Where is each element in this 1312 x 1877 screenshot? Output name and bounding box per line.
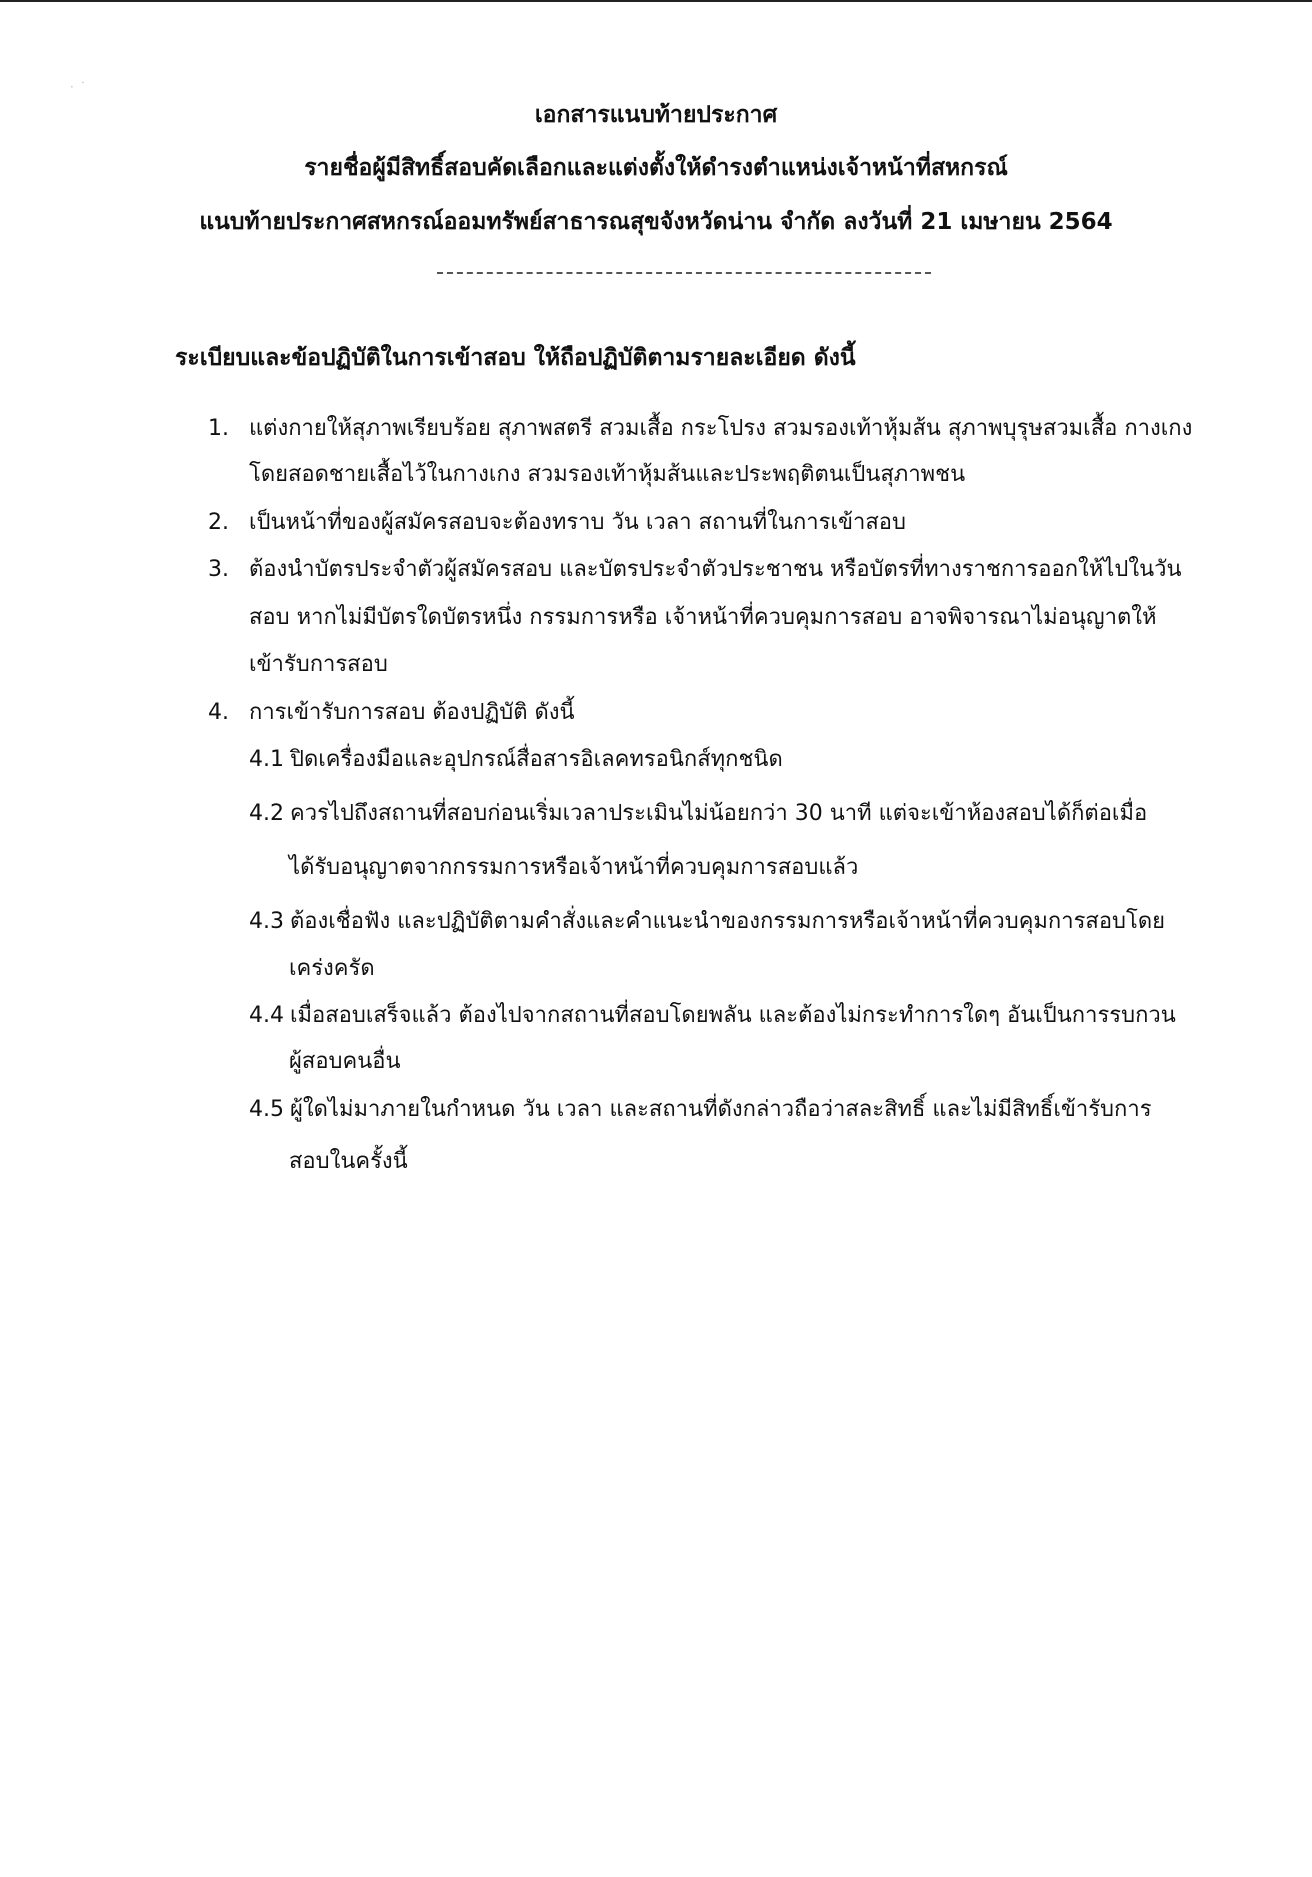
subitem-4-4-line-2: ผู้สอบคนอื่น [289,1049,401,1074]
header-subtitle: รายชื่อผู้มีสิทธิ์สอบคัดเลือกและแต่งตั้งให้ดำรงตำแหน่งเจ้าหน้าที่สหกรณ์ [304,155,1008,181]
item-number: 2. [208,510,229,535]
subitem-number: 4.2 [249,801,284,826]
item-3-line-2: สอบ หากไม่มีบัตรใดบัตรหนึ่ง กรรมการหรือ เจ้าหน้าที่ควบคุมการสอบ อาจพิจารณาไม่อนุญาตให้ [249,605,1157,630]
item-4-line-1: การเข้ารับการสอบ ต้องปฏิบัติ ดังนี้ [249,700,575,725]
subitem-number: 4.1 [249,747,284,772]
subitem-4-5-line-1: ผู้ใดไม่มาภายในกำหนด วัน เวลา และสถานที่ดังกล่าวถือว่าสละสิทธิ์ และไม่มีสิทธิ์เข้ารับการ [290,1097,1152,1122]
item-number: 4. [208,700,229,725]
section-heading: ระเบียบและข้อปฏิบัติในการเข้าสอบ ให้ถือปฏิบัติตามรายละเอียด ดังนี้ [175,345,856,371]
subitem-4-1-line-1: ปิดเครื่องมือและอุปกรณ์สื่อสารอิเลคทรอนิกส์ทุกชนิด [290,747,783,772]
subitem-number: 4.4 [249,1003,284,1028]
header-announcement-reference: แนบท้ายประกาศสหกรณ์ออมทรัพย์สาธารณสุขจังหวัดน่าน จำกัด ลงวันที่ 21 เมษายน 2564 [199,209,1113,235]
subitem-number: 4.3 [249,909,284,934]
subitem-4-3-line-1: ต้องเชื่อฟัง และปฏิบัติตามคำสั่งและคำแนะนำของกรรมการหรือเจ้าหน้าที่ควบคุมการสอบโดย [290,909,1166,934]
item-number: 1. [208,416,229,441]
item-2-line-1: เป็นหน้าที่ของผู้สมัครสอบจะต้องทราบ วัน เวลา สถานที่ในการเข้าสอบ [249,510,906,535]
subitem-4-5-line-2: สอบในครั้งนี้ [289,1149,408,1174]
scan-speck: ·˙ [70,80,92,94]
subitem-number: 4.5 [249,1097,284,1122]
item-3-line-1: ต้องนำบัตรประจำตัวผู้สมัครสอบ และบัตรประจำตัวประชาชน หรือบัตรที่ทางราชการออกให้ไปในวัน [249,557,1182,582]
item-1-line-1: แต่งกายให้สุภาพเรียบร้อย สุภาพสตรี สวมเสื้อ กระโปรง สวมรองเท้าหุ้มส้น สุภาพบุรุษสวมเสื้อ กางเกง [249,416,1193,441]
item-number: 3. [208,557,229,582]
item-3-line-3: เข้ารับการสอบ [249,652,388,677]
subitem-4-2-line-1: ควรไปถึงสถานที่สอบก่อนเริ่มเวลาประเมินไม่น้อยกว่า 30 นาที แต่จะเข้าห้องสอบได้ก็ต่อเมื่อ [290,801,1148,826]
subitem-4-4-line-1: เมื่อสอบเสร็จแล้ว ต้องไปจากสถานที่สอบโดยพลัน และต้องไม่กระทำการใดๆ อันเป็นการรบกวน [290,1003,1176,1028]
item-1-line-2: โดยสอดชายเสื้อไว้ในกางเกง สวมรองเท้าหุ้มส้นและประพฤติตนเป็นสุภาพชน [249,462,966,487]
header-divider [437,272,931,274]
scan-top-edge [0,0,1312,2]
subitem-4-2-line-2: ได้รับอนุญาตจากกรรมการหรือเจ้าหน้าที่ควบคุมการสอบแล้ว [289,855,859,880]
subitem-4-3-line-2: เคร่งครัด [289,956,375,981]
header-title: เอกสารแนบท้ายประกาศ [534,102,778,128]
